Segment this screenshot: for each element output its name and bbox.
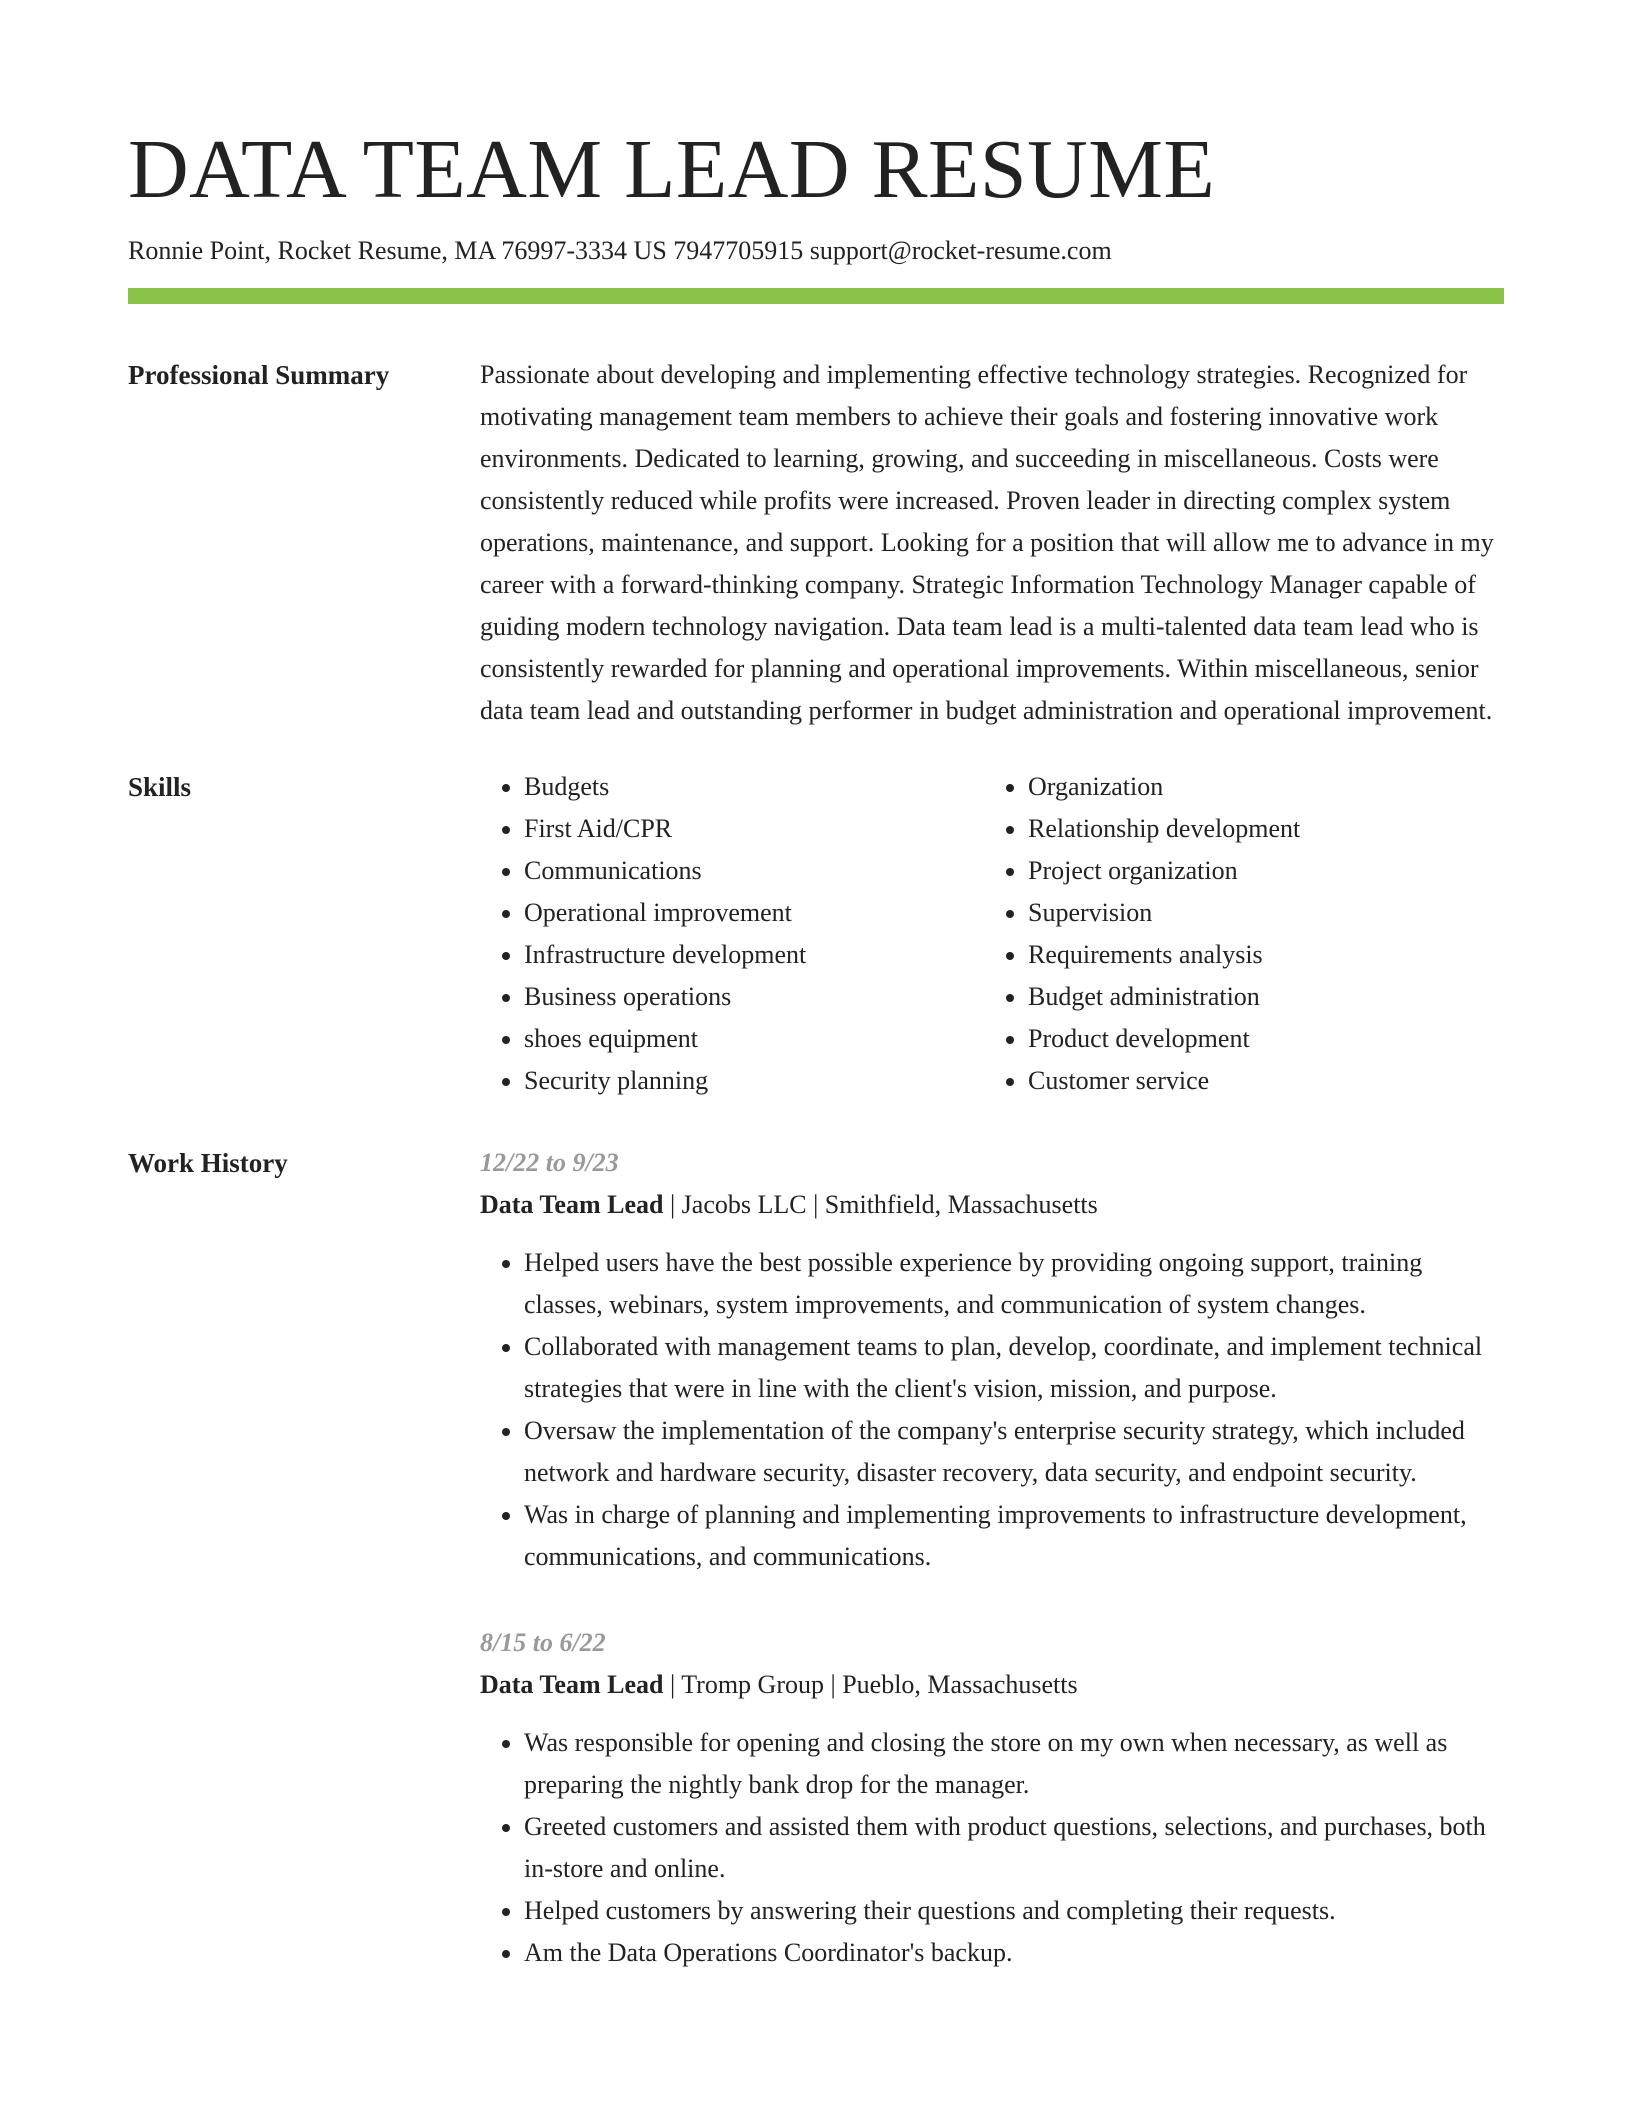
job-bullet: • Was in charge of planning and implementing improvements to infrastructure development, communications, and communications. [524, 1494, 1504, 1578]
skills-column-left [480, 766, 984, 1102]
job-dates: 12/22 to 9/23 [480, 1148, 619, 1177]
job-bullet-list [480, 1242, 1504, 1578]
summary-text: Passionate about developing and implementing effective technology strategies. Recognized for motivating management team members to achieve their goals and fostering innovative work environments. Dedicated to learning, growing, and succeeding in miscellaneous. Costs were consistently reduced while profits were increased. Proven leader in directing complex system operations, maintenance, and support. Looking for a position that will allow me to advance in my career with a forward-thinking company. Strategic Information Technology Manager capable of guiding modern technology navigation. Data team lead is a multi-talented data team lead who is consistently rewarded for planning and operational improvements. Within miscellaneous, senior data team lead and outstanding performer in budget administration and operational improvement. [480, 360, 1494, 725]
skill-item: • Infrastructure development [524, 934, 984, 976]
skill-item: • Project organization [1028, 850, 1488, 892]
skills-list-right [984, 766, 1488, 1102]
resume-title: DATA TEAM LEAD RESUME [128, 123, 1216, 216]
job-bullet-list [480, 1722, 1504, 1974]
job-bullet: • Am the Data Operations Coordinator's backup. [524, 1932, 1504, 1974]
skill-item: • Business operations [524, 976, 984, 1018]
work-history-body [480, 1142, 1504, 2018]
skill-item: • Supervision [1028, 892, 1488, 934]
summary-section [128, 354, 1504, 732]
skill-item: • Customer service [1028, 1060, 1488, 1102]
skill-item: • Budget administration [1028, 976, 1488, 1018]
skill-item: • shoes equipment [524, 1018, 984, 1060]
skill-item: • Product development [1028, 1018, 1488, 1060]
job-entry [480, 1622, 1504, 1974]
job-bullet: • Was responsible for opening and closing the store on my own when necessary, as well as preparing the nightly bank drop for the manager. [524, 1722, 1504, 1806]
skills-column-right [984, 766, 1488, 1102]
skill-item: • Relationship development [1028, 808, 1488, 850]
job-bullet: • Collaborated with management teams to plan, develop, coordinate, and implement technical strategies that were in line with the client's vision, mission, and purpose. [524, 1326, 1504, 1410]
skill-item: • Budgets [524, 766, 984, 808]
job-bullet: • Helped users have the best possible experience by providing ongoing support, training classes, webinars, system improvements, and communication of system changes. [524, 1242, 1504, 1326]
skills-list-left [480, 766, 984, 1102]
job-title: Data Team Lead [480, 1190, 664, 1219]
header-divider [128, 288, 1504, 304]
skills-section [128, 766, 1504, 1102]
job-bullet: • Oversaw the implementation of the company's enterprise security strategy, which included network and hardware security, disaster recovery, data security, and endpoint security. [524, 1410, 1504, 1494]
skills-columns [480, 766, 1504, 1102]
skill-item: • Communications [524, 850, 984, 892]
job-dates: 8/15 to 6/22 [480, 1628, 606, 1657]
contact-line: Ronnie Point, Rocket Resume, MA 76997-3334 US 7947705915 support@rocket-resume.com [128, 236, 1112, 265]
job-details: | Tromp Group | Pueblo, Massachusetts [663, 1670, 1078, 1699]
job-title: Data Team Lead [480, 1670, 664, 1699]
job-bullet: • Greeted customers and assisted them with product questions, selections, and purchases, both in-store and online. [524, 1806, 1504, 1890]
skill-item: • Operational improvement [524, 892, 984, 934]
skill-item: • First Aid/CPR [524, 808, 984, 850]
skill-item: • Organization [1028, 766, 1488, 808]
job-entry [480, 1142, 1504, 1578]
work-history-label: Work History [128, 1148, 288, 1178]
skills-label: Skills [128, 772, 192, 802]
work-history-section [128, 1142, 1504, 2018]
job-heading [480, 1184, 1504, 1226]
job-heading [480, 1664, 1504, 1706]
skill-item: • Security planning [524, 1060, 984, 1102]
summary-label: Professional Summary [128, 360, 390, 390]
skill-item: • Requirements analysis [1028, 934, 1488, 976]
summary-body [480, 354, 1504, 732]
job-bullet: • Helped customers by answering their questions and completing their requests. [524, 1890, 1504, 1932]
job-details: | Jacobs LLC | Smithfield, Massachusetts [663, 1190, 1098, 1219]
